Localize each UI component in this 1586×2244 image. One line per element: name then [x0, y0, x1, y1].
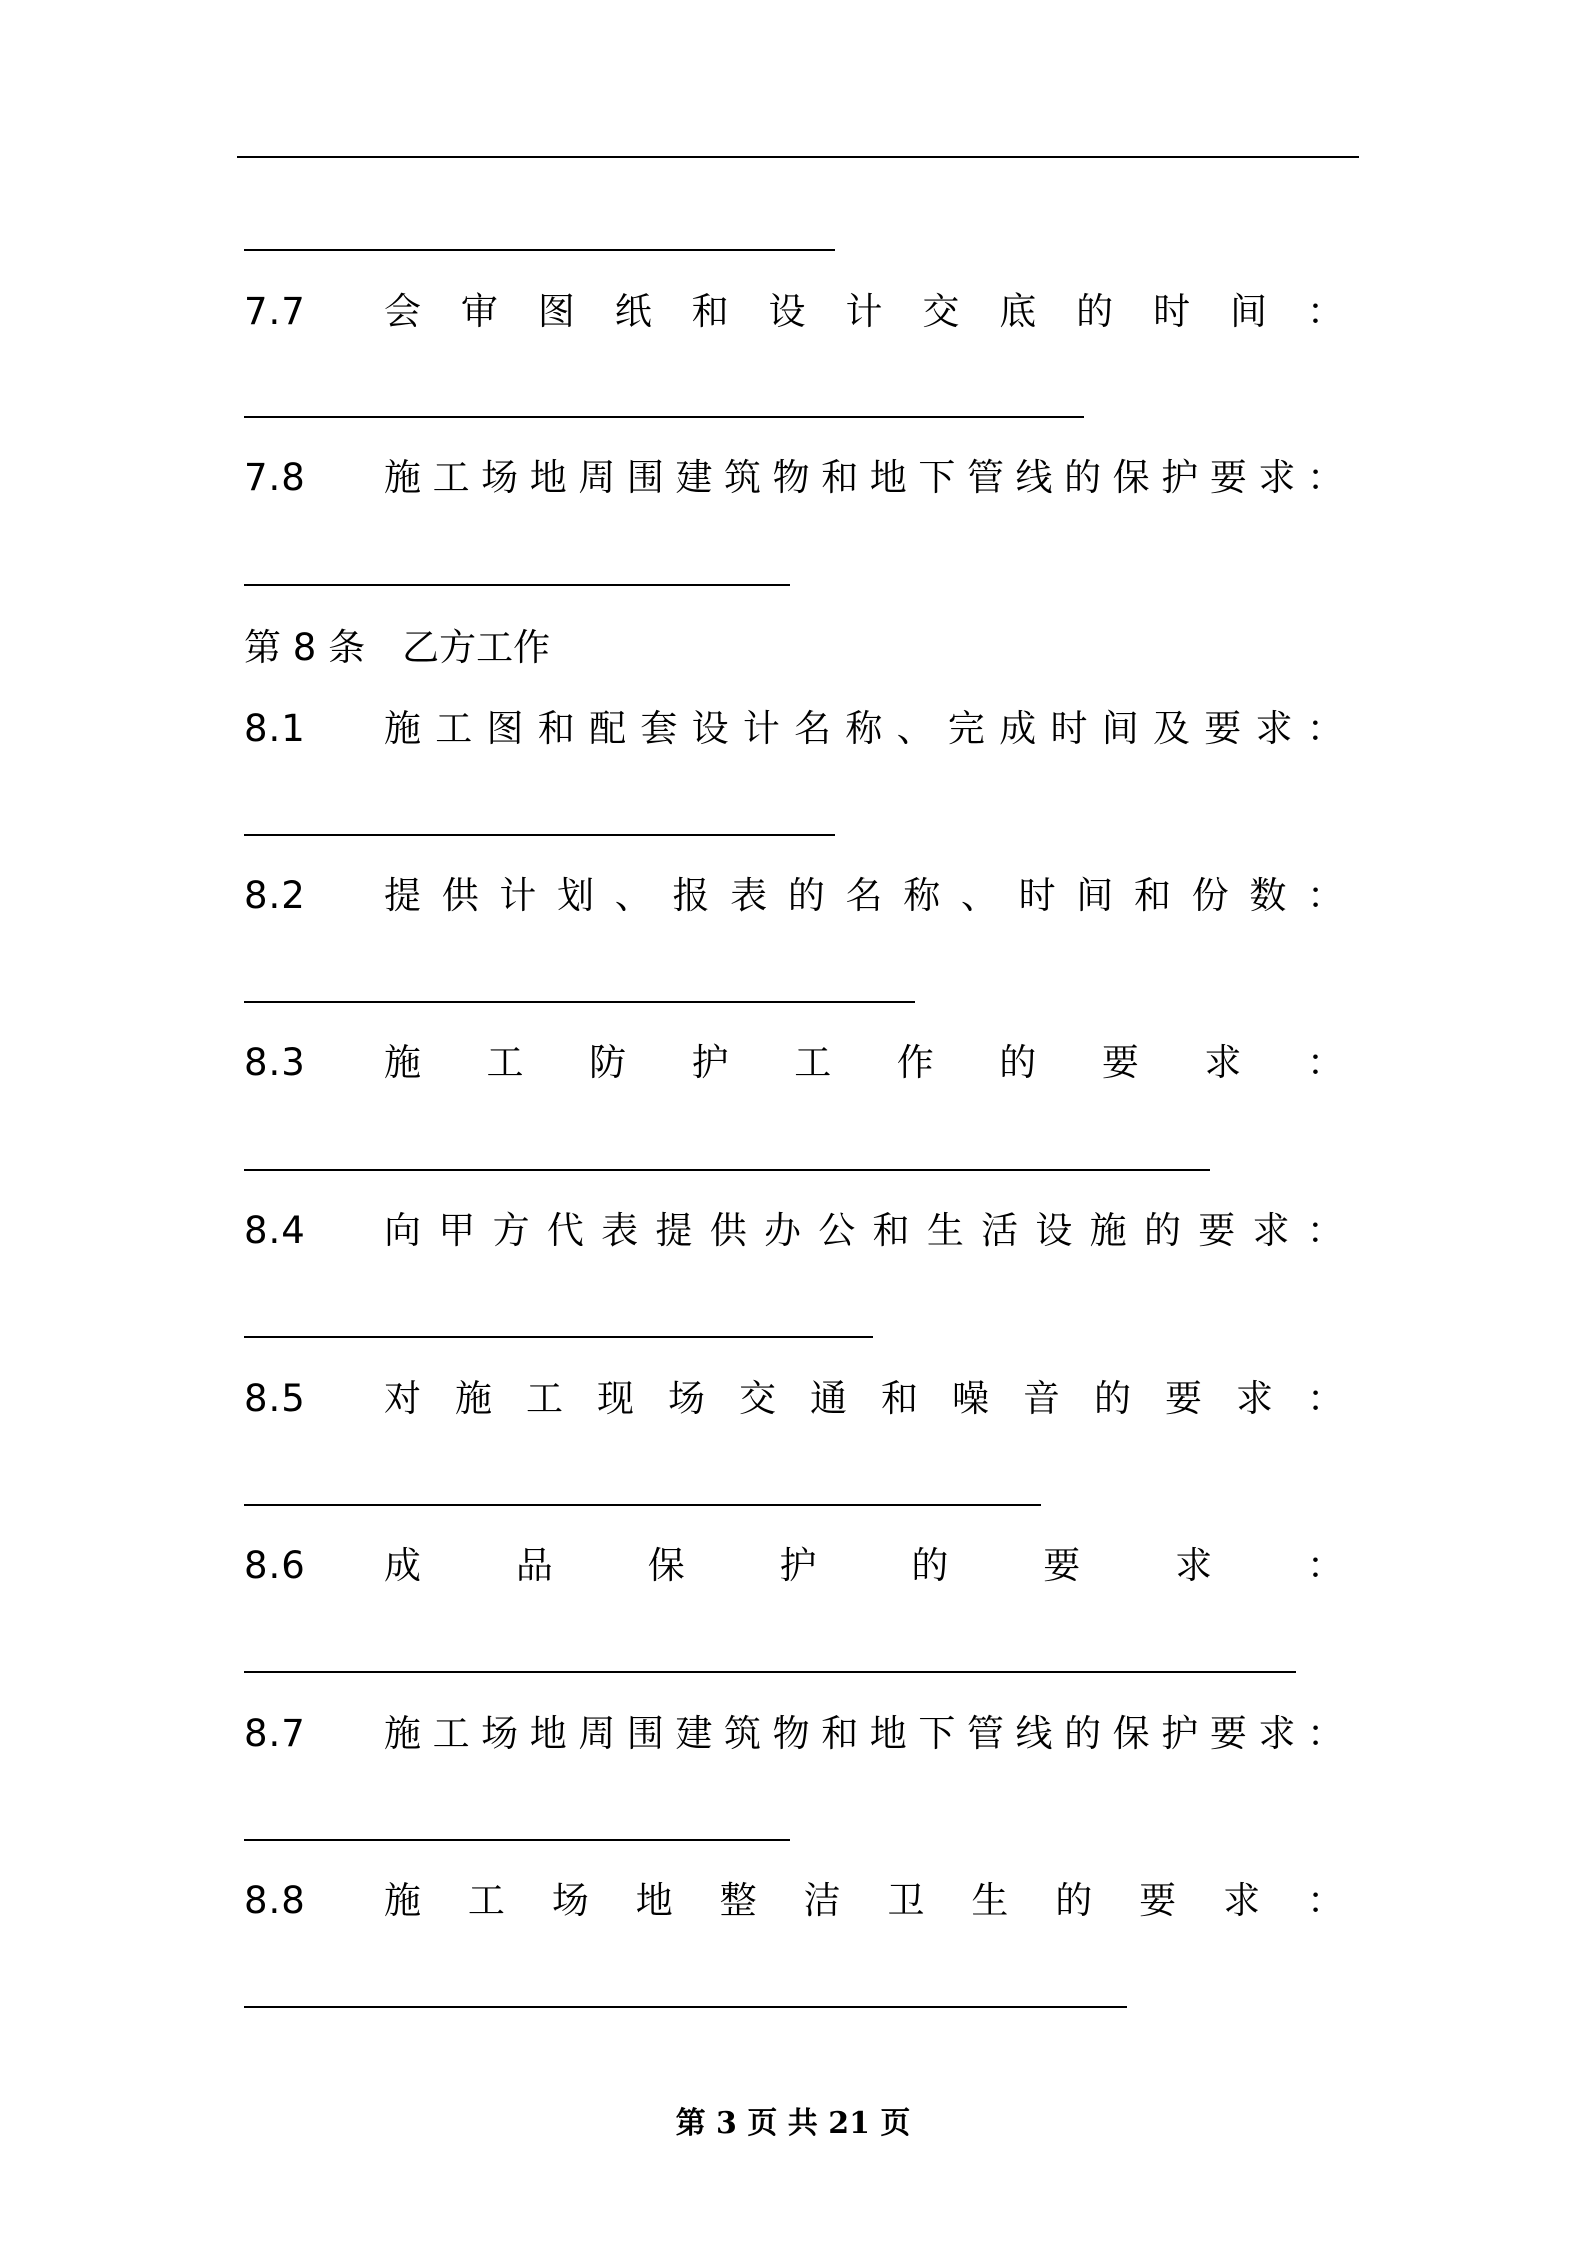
label-char: 和 — [537, 707, 575, 750]
clause-number: 8.1 — [244, 707, 306, 750]
label-char: 求 — [1236, 1377, 1273, 1420]
label-char: 场 — [481, 456, 519, 499]
label-char: 计 — [499, 874, 537, 917]
clause-8-8 — [244, 1876, 1344, 1926]
label-char: 表 — [730, 874, 768, 917]
label-char: 建 — [675, 456, 713, 499]
label-char: 称 — [845, 707, 883, 750]
label-char: 底 — [999, 290, 1037, 333]
clause-8-5 — [244, 1374, 1344, 1424]
label-char: 方 — [492, 1209, 530, 1252]
blank-line — [244, 584, 790, 586]
label-char: 求 — [1252, 1209, 1290, 1252]
label-char: 向 — [384, 1209, 421, 1252]
clause-number: 8.8 — [244, 1879, 306, 1922]
label-char: 生 — [926, 1209, 964, 1252]
label-char: 音 — [1023, 1377, 1060, 1420]
label-char: 通 — [810, 1377, 847, 1420]
blank-line — [244, 1504, 1041, 1506]
label-char: 工 — [467, 1879, 505, 1922]
label-char: 筑 — [724, 1712, 762, 1755]
label-char: 完 — [947, 707, 985, 750]
label-char: 要 — [1139, 1879, 1177, 1922]
label-char: 的 — [1143, 1209, 1181, 1252]
label-char: 地 — [635, 1879, 673, 1922]
clause-8-4 — [244, 1206, 1344, 1256]
label-char: 卫 — [887, 1879, 925, 1922]
label-char: 生 — [971, 1879, 1009, 1922]
clause-number: 8.6 — [244, 1544, 306, 1587]
label-char: 围 — [626, 456, 664, 499]
label-char: 围 — [626, 1712, 664, 1755]
clause-7-7 — [244, 287, 1344, 337]
label-char: 图 — [537, 290, 575, 333]
label-char: 供 — [709, 1209, 747, 1252]
section-heading: 第 8 条 乙方工作 — [244, 626, 551, 669]
clause-8-1 — [244, 704, 1344, 754]
label-char: 的 — [1055, 1879, 1093, 1922]
label-char: 工 — [794, 1041, 832, 1084]
label-char: 对 — [384, 1377, 421, 1420]
label-char: 代 — [546, 1209, 584, 1252]
label-char: 求 — [1204, 1041, 1242, 1084]
label-char: 设 — [1035, 1209, 1073, 1252]
label-char: ： — [1306, 1544, 1344, 1587]
label-char: 和 — [821, 456, 859, 499]
clause-label — [344, 453, 1344, 503]
label-char: 施 — [384, 456, 421, 499]
clause-label — [344, 1374, 1344, 1424]
blank-line — [244, 834, 835, 836]
label-char: 施 — [384, 1041, 421, 1084]
clause-number: 8.3 — [244, 1041, 306, 1084]
blank-line — [244, 1336, 873, 1338]
label-char: 物 — [772, 456, 810, 499]
label-char: 洁 — [803, 1879, 841, 1922]
label-char: 保 — [1112, 456, 1150, 499]
clause-number: 7.7 — [244, 290, 306, 333]
label-char: ： — [1306, 1209, 1344, 1252]
clause-label — [344, 1709, 1344, 1759]
blank-line — [244, 249, 835, 251]
clause-7-8 — [244, 453, 1344, 503]
label-char: 护 — [1161, 1712, 1199, 1755]
label-char: 的 — [787, 874, 825, 917]
label-char: 的 — [1094, 1377, 1131, 1420]
label-char: 名 — [845, 874, 883, 917]
label-char: 要 — [1209, 1712, 1247, 1755]
label-char: 要 — [1209, 456, 1247, 499]
label-char: 施 — [384, 1879, 421, 1922]
blank-line — [244, 416, 1084, 418]
label-char: 周 — [578, 456, 616, 499]
label-char: 要 — [1204, 707, 1242, 750]
label-char: 护 — [1161, 456, 1199, 499]
label-char: 下 — [918, 456, 956, 499]
label-char: 管 — [966, 456, 1004, 499]
label-char: ： — [1306, 707, 1344, 750]
label-char: 保 — [1112, 1712, 1150, 1755]
label-char: 现 — [597, 1377, 634, 1420]
label-char: 交 — [739, 1377, 776, 1420]
clause-label — [344, 1206, 1344, 1256]
label-char: 会 — [384, 290, 421, 333]
label-char: 工 — [435, 707, 473, 750]
label-char: ： — [1307, 1377, 1344, 1420]
header-rule — [237, 156, 1359, 158]
label-char: 建 — [675, 1712, 713, 1755]
label-char: 划 — [557, 874, 595, 917]
label-char: 的 — [1064, 1712, 1102, 1755]
label-char: 的 — [999, 1041, 1037, 1084]
clause-label — [344, 704, 1344, 754]
label-char: 、 — [960, 874, 998, 917]
label-char: 和 — [872, 1209, 910, 1252]
label-char: 间 — [1101, 707, 1139, 750]
label-char: 图 — [486, 707, 524, 750]
label-char: 周 — [578, 1712, 616, 1755]
label-char: 份 — [1191, 874, 1229, 917]
label-char: 间 — [1229, 290, 1267, 333]
clause-8-6 — [244, 1541, 1344, 1591]
clause-label — [344, 1541, 1344, 1591]
label-char: 报 — [672, 874, 710, 917]
label-char: 筑 — [724, 456, 762, 499]
label-char: 设 — [691, 707, 729, 750]
label-char: ： — [1307, 874, 1344, 917]
label-char: 成 — [999, 707, 1037, 750]
label-char: 场 — [551, 1879, 589, 1922]
label-char: 保 — [647, 1544, 685, 1587]
label-char: 和 — [821, 1712, 859, 1755]
label-char: 管 — [966, 1712, 1004, 1755]
label-char: 作 — [896, 1041, 934, 1084]
blank-line — [244, 1169, 1210, 1171]
label-char: 和 — [1133, 874, 1171, 917]
clause-8-3 — [244, 1038, 1344, 1088]
clause-number: 8.4 — [244, 1209, 306, 1252]
blank-line — [244, 2006, 1127, 2008]
label-char: 防 — [589, 1041, 627, 1084]
label-char: 和 — [881, 1377, 918, 1420]
label-char: 及 — [1152, 707, 1190, 750]
label-char: 护 — [691, 1041, 729, 1084]
label-char: 要 — [1043, 1544, 1081, 1587]
label-char: 纸 — [614, 290, 652, 333]
label-char: 噪 — [952, 1377, 989, 1420]
label-char: 下 — [918, 1712, 956, 1755]
label-char: ： — [1306, 1879, 1344, 1922]
label-char: 公 — [818, 1209, 856, 1252]
page-footer: 第 3 页 共 21 页 — [675, 2106, 911, 2141]
label-char: 提 — [655, 1209, 693, 1252]
blank-line — [244, 1839, 790, 1841]
label-char: 要 — [1165, 1377, 1202, 1420]
label-char: 线 — [1015, 1712, 1053, 1755]
blank-line — [244, 1001, 915, 1003]
label-char: 施 — [1089, 1209, 1127, 1252]
label-char: 时 — [1018, 874, 1056, 917]
label-char: 称 — [903, 874, 941, 917]
label-char: 时 — [1153, 290, 1191, 333]
label-char: 地 — [869, 456, 907, 499]
label-char: 求 — [1258, 456, 1296, 499]
label-char: 线 — [1015, 456, 1053, 499]
label-char: 护 — [779, 1544, 817, 1587]
label-char: 施 — [384, 1712, 421, 1755]
label-char: 间 — [1076, 874, 1114, 917]
blank-line — [244, 1671, 1296, 1673]
label-char: 审 — [460, 290, 498, 333]
label-char: 工 — [486, 1041, 524, 1084]
label-char: 场 — [668, 1377, 705, 1420]
label-char: 要 — [1198, 1209, 1236, 1252]
label-char: 求 — [1255, 707, 1293, 750]
label-char: 要 — [1101, 1041, 1139, 1084]
clause-label — [344, 871, 1344, 921]
label-char: 办 — [763, 1209, 801, 1252]
label-char: 数 — [1249, 874, 1287, 917]
clause-8-7 — [244, 1709, 1344, 1759]
label-char: ： — [1306, 1041, 1344, 1084]
label-char: 活 — [981, 1209, 1019, 1252]
label-char: 施 — [455, 1377, 492, 1420]
clause-label — [344, 287, 1344, 337]
label-char: 地 — [529, 1712, 567, 1755]
label-char: 设 — [768, 290, 806, 333]
label-char: 工 — [432, 456, 470, 499]
label-char: 套 — [640, 707, 678, 750]
label-char: 求 — [1175, 1544, 1213, 1587]
label-char: 名 — [794, 707, 832, 750]
clause-number: 7.8 — [244, 456, 306, 499]
clause-label — [344, 1038, 1344, 1088]
label-char: 的 — [1076, 290, 1114, 333]
label-char: ： — [1306, 290, 1344, 333]
clause-8-2 — [244, 871, 1344, 921]
label-char: 的 — [1064, 456, 1102, 499]
label-char: 地 — [529, 456, 567, 499]
label-char: 交 — [922, 290, 960, 333]
label-char: 供 — [441, 874, 479, 917]
label-char: ： — [1306, 1712, 1344, 1755]
label-char: 场 — [481, 1712, 519, 1755]
label-char: 地 — [869, 1712, 907, 1755]
label-char: 成 — [384, 1544, 421, 1587]
label-char: 计 — [742, 707, 780, 750]
label-char: 求 — [1223, 1879, 1261, 1922]
label-char: 求 — [1258, 1712, 1296, 1755]
label-char: 、 — [896, 707, 934, 750]
label-char: 计 — [845, 290, 883, 333]
label-char: 和 — [691, 290, 729, 333]
label-char: 工 — [432, 1712, 470, 1755]
clause-number: 8.5 — [244, 1377, 306, 1420]
label-char: ： — [1306, 456, 1344, 499]
label-char: 时 — [1050, 707, 1088, 750]
label-char: 工 — [526, 1377, 563, 1420]
label-char: 品 — [515, 1544, 553, 1587]
label-char: 物 — [772, 1712, 810, 1755]
label-char: 、 — [614, 874, 652, 917]
clause-label — [344, 1876, 1344, 1926]
label-char: 整 — [719, 1879, 757, 1922]
label-char: 表 — [601, 1209, 639, 1252]
label-char: 提 — [384, 874, 421, 917]
clause-number: 8.2 — [244, 874, 306, 917]
label-char: 施 — [384, 707, 421, 750]
clause-number: 8.7 — [244, 1712, 306, 1755]
label-char: 甲 — [438, 1209, 476, 1252]
label-char: 的 — [911, 1544, 949, 1587]
label-char: 配 — [589, 707, 627, 750]
